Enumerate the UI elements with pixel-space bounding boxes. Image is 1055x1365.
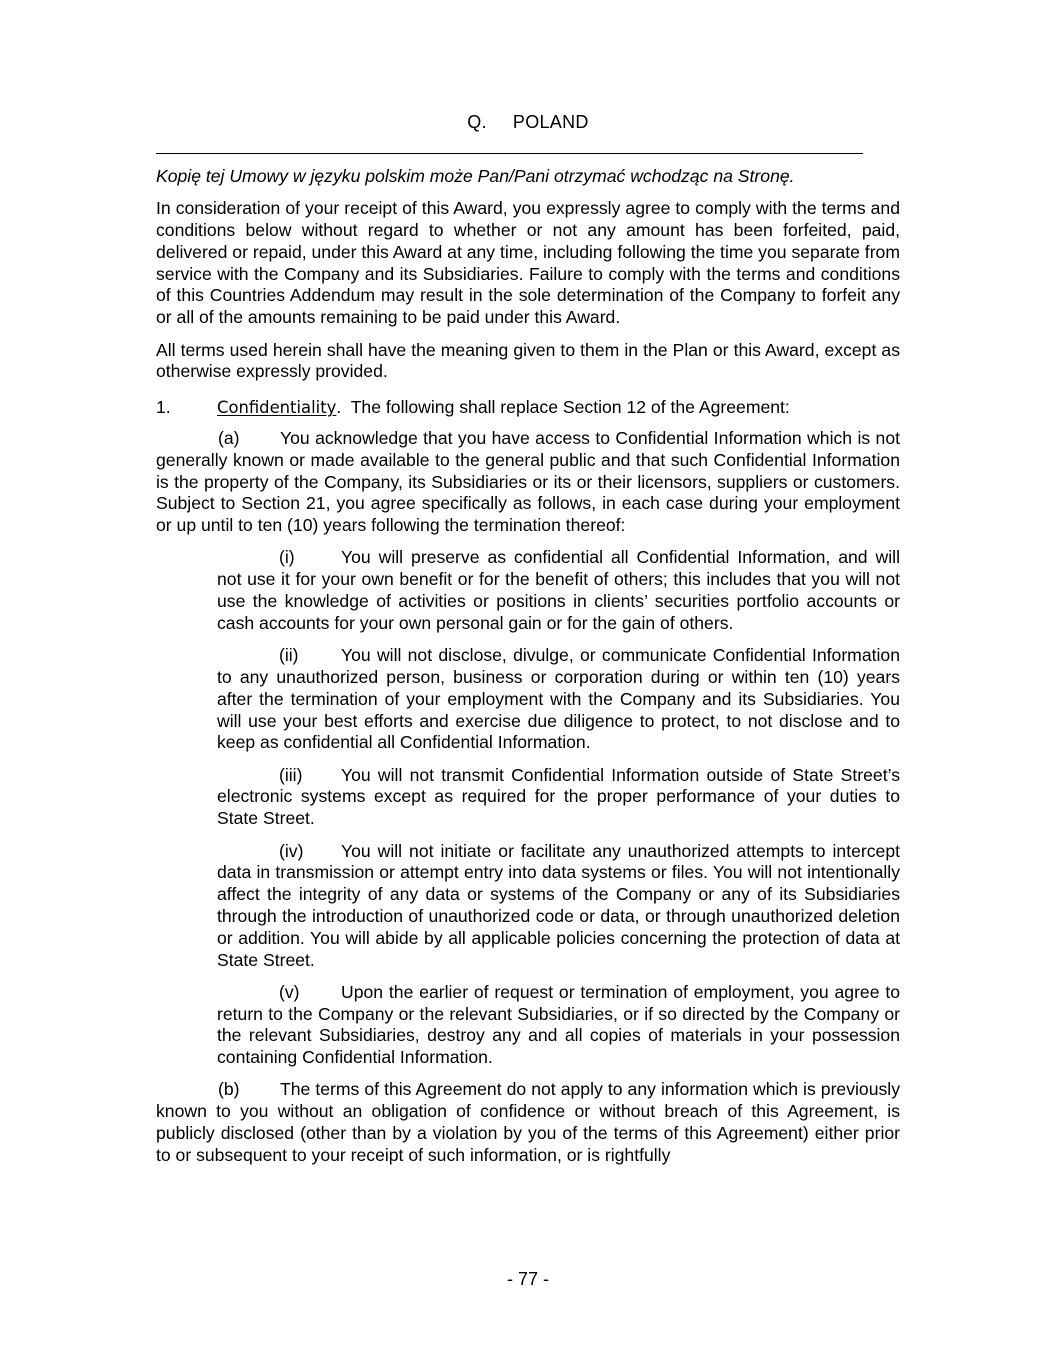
subclause-list bbox=[217, 547, 900, 1069]
document-body bbox=[156, 166, 900, 1177]
subclause-ii-label: (ii) bbox=[279, 645, 299, 666]
subclause-i-text: You will preserve as confidential all Confidential Information, and will not use it for your own benefit or for the benefit of others; this includes that you will not use the knowledge of activities or positions in clients’ securities portfolio accounts or cash accounts for your own personal gain or for the gain of others. bbox=[217, 547, 900, 633]
subclause-v-label: (v) bbox=[279, 981, 300, 1002]
intro-paragraph-1: In consideration of your receipt of this Award, you expressly agree to comply with the terms and conditions below without regard to whether or not any amount has been forfeited, paid, delivered or repaid, under this Award at any time, including following the time you separate from service with the Company and its Subsidiaries. Failure to comply with the terms and conditions of this Countries Addendum may result in the sole determination of the Company to forfeit any or all of the amounts remaining to be paid under this Award. bbox=[156, 198, 900, 328]
polish-notice: Kopię tej Umowy w języku polskim może Pan/Pani otrzymać wchodząc na Stronę. bbox=[156, 166, 795, 186]
clause-1b-label: (b) bbox=[218, 1079, 240, 1100]
subclause-i bbox=[217, 547, 900, 634]
subclause-v bbox=[217, 982, 900, 1069]
subclause-iv bbox=[217, 841, 900, 972]
subclause-i-label: (i) bbox=[279, 547, 295, 568]
clause-1-text: The following shall replace Section 12 of the Agreement: bbox=[350, 397, 790, 418]
subclause-ii-text: You will not disclose, divulge, or communicate Confidential Information to any unauthorized person, business or corporation during or within ten (10) years after the termination of your employment with the Company and its Subsidiaries. You will use your best efforts and exercise due diligence to protect, to not disclose and to keep as confidential all Confidential Information. bbox=[217, 645, 900, 753]
section-letter: Q. bbox=[467, 112, 487, 132]
intro-paragraph-2: All terms used herein shall have the meaning given to them in the Plan or this Award, except as otherwise expressly provided. bbox=[156, 339, 900, 382]
subclause-ii bbox=[217, 645, 900, 754]
subclause-iii-label: (iii) bbox=[279, 764, 303, 785]
clause-1-heading: Confidentiality bbox=[217, 398, 337, 418]
subclause-v-text: Upon the earlier of request or termination of employment, you agree to return to the Company or the relevant Subsidiaries, or if so directed by the Company or the relevant Subsidiaries, destroy any and all copies of materials in your possession containing Confidential Information. bbox=[217, 981, 900, 1068]
subclause-iv-text: You will not initiate or facilitate any unauthorized attempts to intercept data in transmission or attempt entry into data systems or files. You will not intentionally affect the integrity of any data or systems of the Company or any of its Subsidiaries through the introduction of unauthorized code or data, or through unauthorized deletion or addition. You will abide by all applicable policies concerning the protection of data at State Street. bbox=[217, 840, 900, 970]
section-heading bbox=[156, 112, 900, 134]
subclause-iv-label: (iv) bbox=[279, 840, 304, 861]
subclause-iii bbox=[217, 765, 900, 830]
page-number: - 77 - bbox=[506, 1269, 549, 1289]
clause-1b-text: The terms of this Agreement do not apply to any information which is previously known to you without an obligation of confidence or without breach of this Agreement, is publicly disclosed (other than by a violation by you of the terms of this Agreement) either prior to or subsequent to your receipt of such information, or is rightfully bbox=[156, 1079, 900, 1165]
subclause-iii-text: You will not transmit Confidential Information outside of State Street’s electronic systems except as required for the proper performance of your duties to State Street. bbox=[217, 764, 900, 829]
clause-1-heading-suffix: . bbox=[336, 397, 342, 418]
clause-1a-label: (a) bbox=[218, 427, 240, 448]
clause-1a-text: You acknowledge that you have access to Confidential Information which is not generally known or made available to the general public and that such Confidential Information is the property of the Company, its Subsidiaries or its or their licensors, suppliers or customers. Subject to Section 21, you agree specifically as follows, in each case during your employment or up until to ten (10) years following the termination thereof: bbox=[156, 427, 900, 536]
clause-1a bbox=[156, 428, 900, 537]
clause-1-number: 1. bbox=[156, 397, 171, 418]
clause-1b bbox=[156, 1079, 900, 1166]
document-page bbox=[156, 0, 900, 1365]
clause-1 bbox=[156, 397, 900, 419]
section-title: POLAND bbox=[512, 112, 589, 132]
heading-divider bbox=[156, 153, 863, 154]
